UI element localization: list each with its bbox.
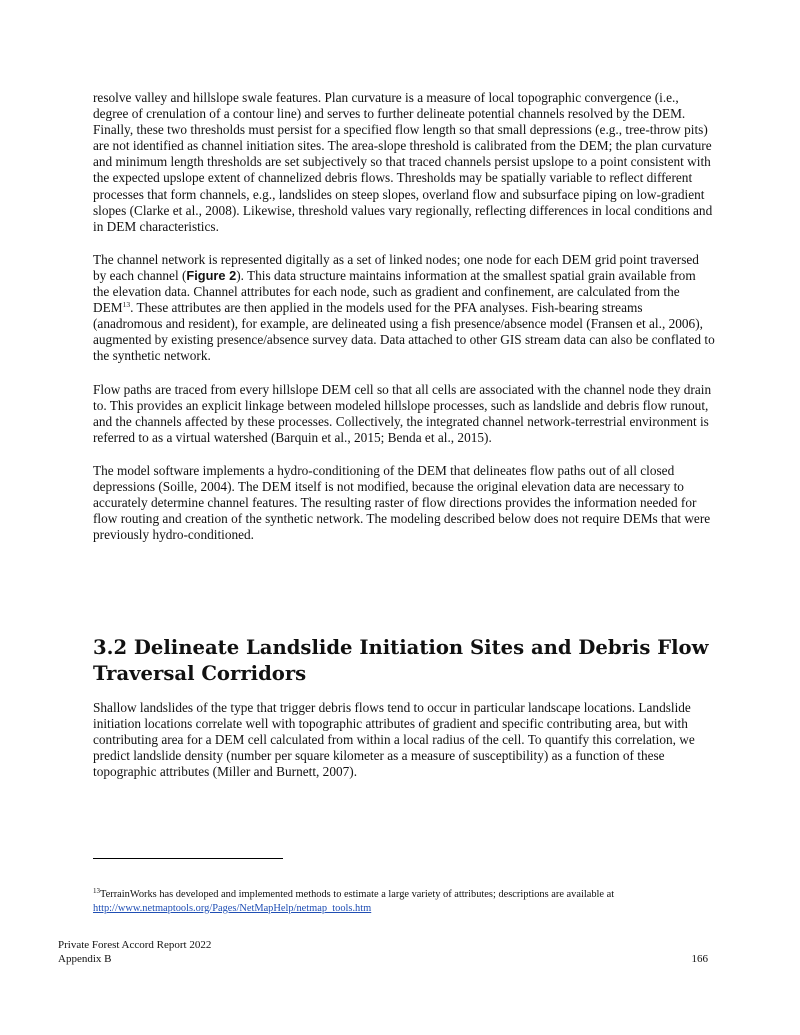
page-number: 166 [691, 952, 708, 965]
section-heading-3-2: 3.2 Delineate Landslide Initiation Sites and Debris Flow Traversal Corridors [93, 636, 709, 685]
paragraph-flow-paths: Flow paths are traced from every hillslope DEM cell so that all cells are associated with the channel node they drain to. This provides an explicit linkage between modeled hillslope processes, such as landslide and debris flow runout, and the channels affected by these processes. Collectively, the integrated channel network-terrestrial environment is referred to as a virtual watershed (Barquin et al., 2015; Benda et al., 2015). [93, 381, 712, 445]
paragraph-channel-network-part-c: . These attributes are then applied in the models used for the PFA analyses. Fish-bearing streams (anadromous and resident), for example, are delineated using a fish presence/absence model (Fransen et al., 2006), augmented by existing presence/absence survey data. Data attached to other GIS stream data can also be conflated to the synthetic network. [93, 300, 715, 364]
paragraph-channel-network [93, 252, 715, 365]
paragraph-channel-network-part-b: ). This data structure maintains information at the smallest spatial grain available from the elevation data. Channel attributes for each node, such as gradient and confinement, are calculated from the DEM [93, 267, 696, 316]
footnote-13 [93, 888, 715, 916]
paragraph-landslide-initiation: Shallow landslides of the type that trigger debris flows tend to occur in particular landscape locations. Landslide initiation locations correlate well with topographic attributes of gradient and specific contributing area, but with contributing area for a DEM cell calculated from within a local radius of the cell. To quantify this correlation, we predict landslide density (number per square kilometer as a measure of susceptibility) as a function of these topographic attributes (Miller and Burnett, 2007). [93, 700, 695, 780]
footer-appendix: Appendix B [58, 952, 112, 965]
footnote-divider [93, 858, 283, 859]
footnote-mark: 13 [93, 887, 100, 895]
footer-report-title: Private Forest Accord Report 2022 [58, 939, 212, 951]
paragraph-threshold-calibration: resolve valley and hillslope swale features. Plan curvature is a measure of local topographic convergence (i.e., degree of crenulation of a contour line) and serves to further delineate potential channels resolved by the DEM. Finally, these two thresholds must persist for a specified flow length so that small depressions (e.g., tree-throw pits) are not identified as channel initiation sites. The area-slope threshold is calibrated from the DEM; the plan curvature and minimum length thresholds are set subjectively so that traced channels persist upslope to a point consistent with the expected upslope extent of channelized debris flows. Thresholds may be spatially variable to reflect different processes that form channels, e.g., landslides on steep slopes, overland flow and subsurface piping on low-gradient slopes (Clarke et al., 2008). Likewise, threshold values vary regionally, reflecting differences in local conditions and in DEM characteristics. [93, 90, 713, 234]
body-text [93, 90, 715, 560]
footnote-text: TerrainWorks has developed and implemented methods to estimate a large variety of attributes; descriptions are available at [100, 889, 615, 900]
paragraph-hydro-conditioning: The model software implements a hydro-conditioning of the DEM that delineates flow paths out of all closed depressions (Soille, 2004). The DEM itself is not modified, because the original elevation data are necessary to accurately determine channel features. The resulting raster of flow directions provides the information needed for flow routing and creation of the synthetic network. The modeling described below does not require DEMs that were previously hydro-conditioned. [93, 462, 711, 543]
netmap-tools-link[interactable]: http://www.netmaptools.org/Pages/NetMapHelp/netmap_tools.htm [93, 903, 372, 914]
paragraph-channel-network-part-a: The channel network is represented digitally as a set of linked nodes; one node for each DEM grid point traversed by each channel ( [93, 251, 699, 283]
footnote-13-reference[interactable]: 13 [122, 300, 131, 310]
page-footer [58, 939, 708, 966]
figure-2-reference[interactable]: Figure 2 [186, 267, 237, 283]
